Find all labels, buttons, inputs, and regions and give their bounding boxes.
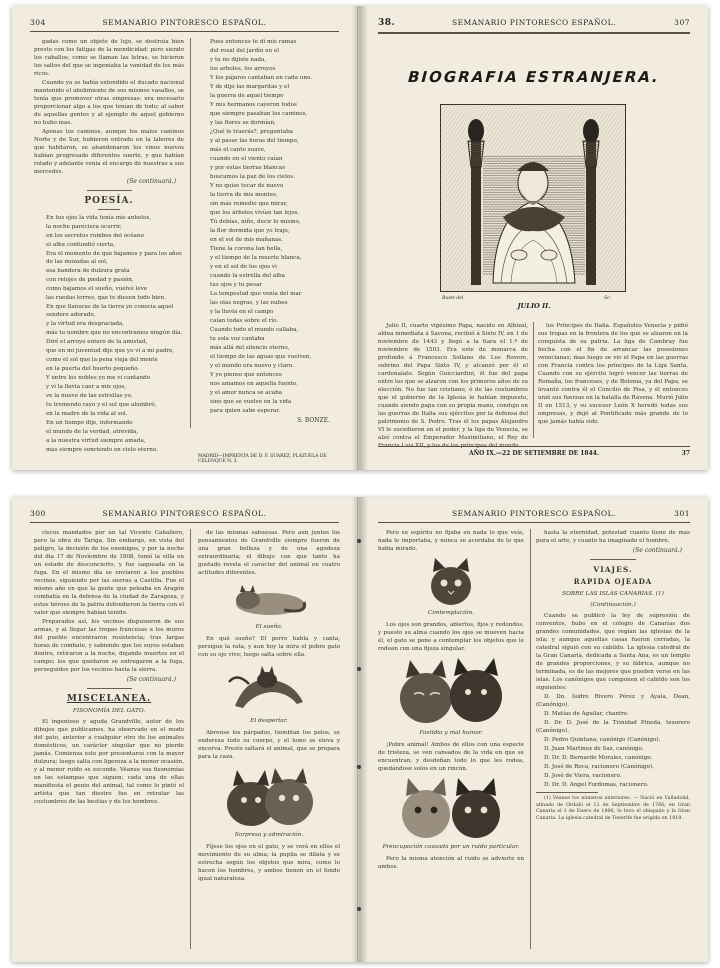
verse-line: el mundo de la verdad, atrevida, xyxy=(46,429,139,435)
paragraph: Apenas los caminos, aunque los malos caminos Norte y de Sur, hubieron entrado en la labores de que habitaron, se abandonaron los vinos nuevos habían progresado diferentes suerte, y que habían rolado y adelante venia el encargo de nuestras a sus mercedes. xyxy=(34,129,184,175)
verse-line: a la nuestra virtud siempre amada, xyxy=(46,438,146,444)
running-title: SEMANARIO PINTORESCO ESPAÑOL. xyxy=(451,509,617,518)
continuation-note: (Se continuará.) xyxy=(126,676,176,683)
page-300 xyxy=(12,497,358,962)
verse-line: en el sol de mis mañanas. xyxy=(210,237,283,243)
page-number: 304 xyxy=(30,18,46,27)
sleeping-cat-illustration xyxy=(224,580,314,620)
bio-column-2 xyxy=(538,322,688,438)
paragraph: Pero su espíritu no fijaba en nada lo que veía, nada le importaba, y nunca se acordaba de lo que habia mirado. xyxy=(378,530,524,552)
figure-caption: Preocupación causada por un ruido particular. xyxy=(382,844,520,850)
section-subheading: SOBRE LAS ISLAS CANARIAS. (1) xyxy=(562,591,664,597)
paragraph: Abrense los párpados, tiemblan los pelos, se endereza todo su cuerpo, y el lomo se eleva y encorva. Presto saltará el animal, que se prepara para la caza. xyxy=(198,730,340,760)
verse-line: buscamos la paz de los cielos. xyxy=(210,174,295,180)
divider xyxy=(87,190,132,191)
verse-line: las olas negras, y las nubes xyxy=(210,300,288,306)
signature-number: 37 xyxy=(681,450,690,457)
binding-hole xyxy=(357,667,361,671)
verse-line: sin más remedio que mirar, xyxy=(210,201,288,207)
right-column xyxy=(198,529,340,954)
verse-line: cuando en el viento caían xyxy=(210,156,283,162)
verse-line: la flor dormida que yo trajo, xyxy=(210,228,290,234)
continuation-note: (Continuación.) xyxy=(590,602,636,608)
paragraph: Julio II, cuarto vigésimo Papa, nacido en Albizal, aldea inmediata á Savona, recibió á Sixto IV, en 1 de noviembre de 1443 y llegó a la tiara el 1.º de noviembre de 1503. Era este de monarca de profundo á Francesco Sollano de Los Rovere, sobrino del Papa Sixto IV, y alcanzó por él el cardenalato. Según Guicciardini, él fue del papa entre los que se alzaron con los primeros años de su elección. No fue tan cristiano, ó de las costumbres que el gobierno de la Iglesia le habían impuesto, cuando siendo papa con su propia mano, condujo en las guerras de Italia sus ejércitos por la defensa del patrimonio de S. Pedro. Tras él los papas Alejandro VI le sucedieron en el poder, y la liga de Venecia, se alzó contra el Emperador Maximiliano, el Rey de Francia Luis XII, y los de los príncipes del mundo. xyxy=(378,323,528,449)
verse-line: y la virtud era desgraciada, xyxy=(46,321,125,327)
verse-line: En un tiempo dije, informando xyxy=(46,420,133,426)
paragraph: de las mismas sabuesas. Pero aun juntos los pensamientos de Grandville siempre fueron de una gran belleza y de una agudeza extraordinaria; el dibujo con que tanto ha gustado revela el carácter del animal en cuatro actitudes diferentes. xyxy=(198,530,340,576)
portrait-caption: JULIO II. xyxy=(517,302,551,310)
verse-line: D. José de Viera, racionero. xyxy=(544,773,622,779)
column-rule xyxy=(190,38,191,428)
page-307 xyxy=(360,6,708,470)
verse-line: y al pasar las horas del tiempo, xyxy=(210,138,299,144)
verse-line: más allá del silencio eterno, xyxy=(210,345,290,351)
signature: S. BONZE. xyxy=(297,417,330,424)
footnote: (1) Véanse los números anteriores. — Nació en Valladolid, afinado de Ordobí el 12 de Septiembre de 1766; en Gran Canaria el 1 de Enero de 1806, lo tuvo el obispado y la Gran Canaria. La iglesia catedral de Tenerife fue erigida en 1819. xyxy=(536,796,690,821)
imprint: MADRID—IMPRENTA DE D. F. SUAREZ, PLAZUELA DE CELENQUE N. 3. xyxy=(198,454,327,464)
binding-hole xyxy=(357,765,361,769)
section-heading-miscelanea: MISCELANEA. xyxy=(66,694,152,704)
divider xyxy=(536,792,598,793)
left-column xyxy=(378,529,524,954)
stretching-cat-illustration xyxy=(227,662,311,714)
verse-line: las ruedas torres, que te diesen todo bien. xyxy=(46,295,166,301)
binding-hole xyxy=(357,907,361,911)
verse-line: y el mundo era nuevo y claro. xyxy=(210,363,294,369)
verse-line: y las flores se dormían. xyxy=(210,120,276,126)
verse-line: que en mi juventud dije que yo vi a mi padre, xyxy=(46,348,175,354)
paragraph: hasta la eternidad, potestad cuanto tiene de mas pura el arte, y cuanto ha imaginado el hombre. xyxy=(536,530,690,544)
verse-line: como bajamos el sueño, vuelve leve xyxy=(46,286,148,292)
running-head xyxy=(378,509,690,523)
verse-line: y en el sol de los ojos vi xyxy=(210,264,277,270)
alert-cats-illustration xyxy=(396,776,506,840)
running-title: SEMANARIO PINTORESCO ESPAÑOL. xyxy=(102,509,267,518)
divider xyxy=(98,209,121,210)
section-heading-poesia: POESÍA. xyxy=(84,196,134,206)
verse-line: ¿Qué le traerás?, preguntaba xyxy=(210,129,294,135)
verse-line: tu sola voz cantaba xyxy=(210,336,265,342)
verse-line: el alba confundió cierta, xyxy=(46,242,115,248)
divider xyxy=(87,688,132,689)
verse-line: Cuando todo el mundo callaba, xyxy=(210,327,299,333)
paragraph: En qué sueño? El perro habla y canta, persigue la rata, y aun hoy la mira el pobre gato con su ojo vivo; luego salta sobre ella. xyxy=(198,636,340,658)
verse-line: en los secretos rumbos del océano xyxy=(46,233,144,239)
figure-caption: Contemplación. xyxy=(427,610,475,616)
verse-line: más tu nombre que no encontramos ningún día. xyxy=(46,330,183,336)
paragraph: Preparados así, los vecinos dispusieron de sus armas, y al llegar las tropas francesas a los muros del pueblo encontraron resistencia; tras largas horas de combate, y sabiendo que los suyos estaban dentro, retiraron a la noche, dejando muertos en el campo; los que quedaron se entregaron a la fuga, perseguidos por los vecinos hasta la sierra. xyxy=(34,619,184,673)
continuation-note: (Se continuará.) xyxy=(126,178,176,185)
figure-caption: Fastidio y mal humor. xyxy=(419,730,483,736)
verse-line: D. Matías de Aguilar, chantre. xyxy=(544,711,630,717)
verse-line: que siempre pasaban los caminos, xyxy=(210,111,308,117)
verse-line: Era el momento de que bajamos y para los años de las mozadas al sol, xyxy=(46,251,182,265)
left-column xyxy=(34,38,184,453)
verse-line: y tu no dijiste nada, xyxy=(210,57,267,63)
poem xyxy=(198,38,338,415)
page-number: 301 xyxy=(674,509,690,518)
verse-line: y vi la lluvia caer a mis ojos, xyxy=(46,384,127,390)
verse-line: mas siempre sonriendo en cielo eterno. xyxy=(46,447,158,453)
portrait-engraving xyxy=(440,104,626,292)
verse-line: Y no quise tocar de nuevo xyxy=(210,183,284,189)
page-301 xyxy=(360,497,708,962)
verse-line: más el canto suave, xyxy=(210,147,266,153)
verse-line: D. Dr. D. José de la Trinidad Pineda, tesorero (Canónigo). xyxy=(536,720,690,734)
verse-line: cuando la estrella del alba xyxy=(210,273,285,279)
divider xyxy=(590,559,636,560)
verse-line: sino que se vuelve en la vida xyxy=(210,399,292,405)
verse-line: D. Dr. D. Angel Fordomas, racionero. xyxy=(544,782,649,788)
verse-line: En tus ojos la vida tenía mis anhelos, xyxy=(46,215,152,221)
verse-line: D. Dr. D. Bernardo Morales, canónigo. xyxy=(544,755,653,761)
verse-line: en la puerta del huerto pequeño. xyxy=(46,366,140,372)
verse-line: Y los pájaros cantaban en cada uno. xyxy=(210,75,313,81)
running-head xyxy=(378,18,690,34)
verse-line: la guerra de aquel tiempo xyxy=(210,93,284,99)
paragraph: gadas como un objeto de lujo, se destruía bien presto con los fatigas de la mendicidad: pero siendo los caballos, como se llaman las letras, se hicieron los saltos del que se ingeniaba la vanidad de los más ricos. xyxy=(34,39,184,77)
top-spread xyxy=(12,6,708,470)
bottom-spread xyxy=(12,497,708,962)
section-title: BIOGRAFIA ESTRANJERA. xyxy=(405,68,663,86)
two-cats-illustration xyxy=(221,764,317,828)
verse-line: como el sol que la pena vieja del monte xyxy=(46,357,158,363)
column-rule xyxy=(190,529,191,949)
verse-line: tus ojos y tu pesar xyxy=(210,282,262,288)
verse-line: Y yo pienso que entonces xyxy=(210,372,282,378)
contemplating-cat-illustration xyxy=(419,556,483,606)
verse-line: los arboles, los arroyos xyxy=(210,66,276,72)
verse-line: que los árboles vivían tan lejos. xyxy=(210,210,300,216)
poem xyxy=(34,214,184,454)
running-title: SEMANARIO PINTORESCO ESPAÑOL. xyxy=(451,18,617,27)
verse-line: para quien sabe esperar. xyxy=(210,408,281,414)
verse-line: con relojes de piedad y pasión, xyxy=(46,277,134,283)
section-heading-viajes: VIAJES. xyxy=(593,565,633,574)
verse-line: Tiene la corona tan bella, xyxy=(210,246,283,252)
page-304 xyxy=(12,6,358,470)
verse-line: en la madre de la vida al sol. xyxy=(46,411,128,417)
verse-line: y el tiempo de la muerte blanca, xyxy=(210,255,302,261)
verse-line: En que llanuras de la tierra yo conocía aquel sendero adorado, xyxy=(46,304,174,318)
paragraph: ¡Pobre animal! Ambos de ellos con una especie de tristeza, se ven cansados de la vida en que se encuentran, y desdeñan todo lo que les rodea, quedándose solos en un rincón. xyxy=(378,742,524,772)
verse-line: esa bandera de dulzura grata xyxy=(46,268,130,274)
verse-line: D. Dn. Isidro Rivero Pérez y Ayala, Dean, (Canónigo). xyxy=(536,694,690,708)
verse-line: del rosal del jardín en el xyxy=(210,48,280,54)
figure-caption: Sorpresa y admiración. xyxy=(234,832,304,838)
engraver-credit: Buste del xyxy=(442,296,464,301)
verse-line: La tempestad que venía del mar xyxy=(210,291,302,297)
right-column xyxy=(198,38,338,424)
paragraph: Pero la misma atención al ruido se advierte en ambos. xyxy=(378,856,524,870)
verse-line: y por estas tierras blancas xyxy=(210,165,286,171)
paragraph: Cuando se publicó la ley de supresión de conventos, hubo en el colegio de Canarias dos grandes comunidades, que regían las iglesias de la isla; y aunque aquellas casas fueron cerradas, la catedral siguió con su cabildo. La iglesia catedral de la Gran Canaria, dedicada a Santa Ana, es un templo de grandes proporciones, y su fábrica, aunque no terminada, es de las mejores que pueden verse en las islas. Los canónigos que componen el cabildo son los siguientes: xyxy=(536,613,690,691)
verse-line: Y mis hermanos cayeron todos xyxy=(210,102,297,108)
paragraph: El ingenioso y aguda Grandville, autor de los dibujos que publicamos, ha observado en el modo del gato, anterior a cualquier otro de los animales domésticos, un carácter singular que no pierde jamás. Comienza este por presentarse con la mayor dulzura; luego salta con ligereza a la menor ocasión, y al menor ruido se esconde. Véanse sus fisonomías en las estampas que siguen; cada una de ellas manifiesta el genio del animal, tal como lo pintó el artista que tan diestro fue en retratar las costumbres de las bestias y de los hombres. xyxy=(34,719,184,805)
paragraph: Fíjese los ojos en el gato, y se verá en ellos el movimiento de su alma; la pupila se dilata y se estrecha según los objetos que mira, como lo hacen los hombres, y ambos tienen en el fondo igual naturaleza. xyxy=(198,844,340,882)
verse-line: tu tremendo rayo y el sol que alumbró, xyxy=(46,402,157,408)
verse-line: nos amamos en aquella fuente, xyxy=(210,381,299,387)
running-title: SEMANARIO PINTORESCO ESPAÑOL. xyxy=(102,18,267,27)
verse-line: D. Pedro Quintana, canónigo (Canónigo). xyxy=(544,737,661,743)
running-head xyxy=(30,509,339,523)
binding-holes xyxy=(353,497,365,962)
verse-line: D. Juan Martínez de Saz, canónigo. xyxy=(544,746,644,752)
verse-line: Tú debías, niño, decir lo mismo, xyxy=(210,219,301,225)
verse-line: Pues entonces te dí mis ramas xyxy=(210,39,297,45)
section-subheading: RAPIDA OJEADA xyxy=(573,577,653,586)
paragraph: ciscos mandados por un tal Vicente Caballero, pero la obra de Tariga. Sin embargo, en vista del peligro, la decisión de los enemigos, y por la noche del dia 17 de Noviembre de 1808, tomó la villa en un estado de desconcierto, y fue saqueada en la fuga. En el mismo día se enviaron a los pueblos vecinos, siguiendo por las sierras a Castilla. Fue el mismo año en que la gente que peleaba en Aragón combatía en la defensa de la ciudad de Zaragoza, y estos héroes de la patria defendieron la tierra con el valor que siempre habían tenido. xyxy=(34,530,184,616)
right-column xyxy=(536,529,690,954)
left-column xyxy=(34,529,184,949)
verse-line: la tierra de mis montes, xyxy=(210,192,278,198)
issue-date: AÑO IX.—22 DE SETIEMBRE DE 1844. 37 xyxy=(378,446,690,457)
page-number: 300 xyxy=(30,509,46,518)
binding-hole xyxy=(357,539,361,543)
continuation-note: (Se continuará.) xyxy=(632,547,682,554)
verse-line: Y entre los nobles yo me vi cantando xyxy=(46,375,151,381)
spine-shadow xyxy=(352,6,368,470)
figure-caption: El sueño. xyxy=(255,624,283,630)
figure-caption: El despertar. xyxy=(250,718,288,724)
verse-line: Y de dijo las margaritas y el xyxy=(210,84,290,90)
page-number: 307 xyxy=(674,18,690,27)
verse-line: ve la nueve de las estrellas yo, xyxy=(46,393,133,399)
verse-line: D. José de Roca, racionero (Canónigo). xyxy=(544,764,654,770)
verse-line: caían todas sobre el río. xyxy=(210,318,279,324)
paragraph: Los ojos son grandes, abiertos, fijos y redondos, y puesto su alma cuando los ojos se mueven hacia él, el gato se pone a contemplar los objetos que le rodean con una fijeza singular. xyxy=(378,622,524,652)
section-subheading: FISONOMÍA DEL GATO. xyxy=(72,708,146,714)
paragraph: los Príncipes de Italia. Españoles Venecia y pidió sus tropas en la frontera de los que se alzaron en la conquista de su patria. La liga de Cambray fue hecha con el fin de arrancar las posesiones venecianas; mas luego se vio el Papa en las guerras con Francia contra los príncipes de la Liga Santa. Cuando con su ejército logró vencer las tierras de Romaña, los franceses, y de Bolonia, ya del Papa, se levantó contra él el Concilio de Pisa, y él entonces unió sus fuerzas en la batalla de Rávena. Murió Julio II en 1513, y su sucesor León X heredó todas sus empresas, y dejó al Pontificado más grande de lo que jamás había sido. xyxy=(538,323,688,425)
paragraph: Cuando ya se había extendido el ducado nacional mantenido el abolimiento de sus mismos vasallos, se tenía que promover otras empresas: era necesario proporcionar algo a los que tenían de todo; al sabor de aquellas gentes y al ejemplo de aquel gobierno no hubo mas. xyxy=(34,80,184,126)
column-rule xyxy=(533,322,534,438)
verse-line: el tiempo de las aguas que vuelven, xyxy=(210,354,312,360)
column-rule xyxy=(530,529,531,949)
verse-line: la noche pareciera ocurrir, xyxy=(46,224,122,230)
running-head xyxy=(30,18,339,32)
bored-cats-illustration xyxy=(396,656,506,726)
issue-number: 38. xyxy=(378,18,396,28)
verse-line: Diré el arroyo entero de la amistad, xyxy=(46,339,148,345)
canons-list xyxy=(536,693,690,789)
verse-line: y el amor nunca se acaba xyxy=(210,390,283,396)
verse-line: y la lluvia en el campo xyxy=(210,309,274,315)
engraver-credit: Sc. xyxy=(604,296,612,301)
bio-column-1 xyxy=(378,322,528,449)
pope-portrait-illustration xyxy=(441,105,625,291)
